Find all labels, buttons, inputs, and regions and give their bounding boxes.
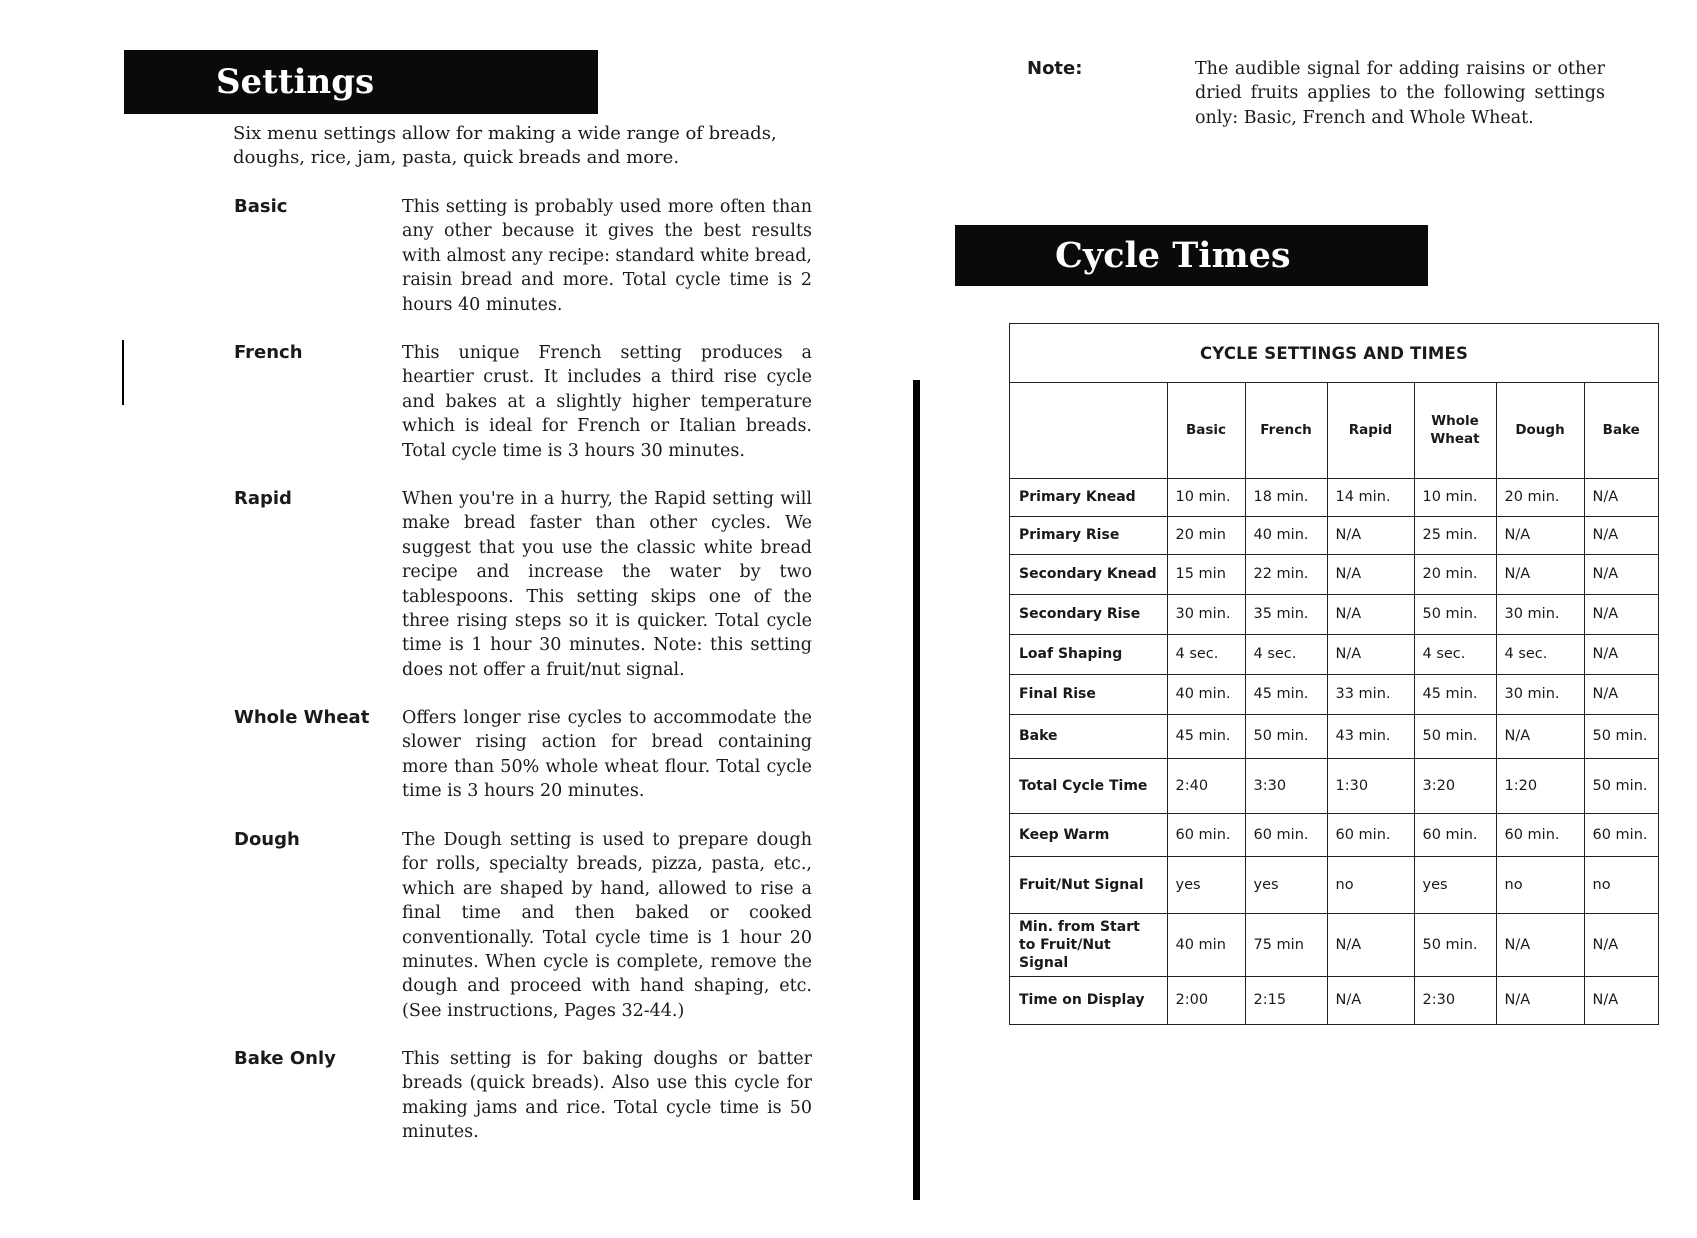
table-cell: N/A (1584, 478, 1658, 516)
column-header: Whole Wheat (1414, 382, 1496, 478)
table-cell: 45 min. (1414, 674, 1496, 714)
table-cell: 18 min. (1245, 478, 1327, 516)
table-cell: 45 min. (1245, 674, 1327, 714)
table-cell: N/A (1327, 554, 1414, 594)
table-cell: 4 sec. (1414, 634, 1496, 674)
table-cell: N/A (1584, 634, 1658, 674)
table-cell: 10 min. (1167, 478, 1245, 516)
setting-desc-basic: This setting is probably used more often than any other because it gives the best results with almost any recipe: standard white bread, raisin bread and more. Total cycle time is 2 hours 40 minutes. (402, 197, 812, 315)
table-row (1010, 714, 1658, 758)
table-cell: N/A (1496, 554, 1584, 594)
table-row (1010, 674, 1658, 714)
setting-label-whole-wheat: Whole Wheat (234, 707, 370, 728)
margin-mark (122, 340, 124, 405)
table-cell: 50 min. (1584, 758, 1658, 813)
column-header: French (1245, 382, 1327, 478)
table-cell: 1:30 (1327, 758, 1414, 813)
table-cell: 60 min. (1584, 813, 1658, 856)
table-cell: 40 min (1167, 913, 1245, 976)
row-label: Final Rise (1010, 674, 1167, 714)
note-label: Note: (1027, 58, 1083, 79)
table-row (1010, 554, 1658, 594)
table-row (1010, 516, 1658, 554)
table-cell: 50 min. (1245, 714, 1327, 758)
table-row (1010, 913, 1658, 976)
setting-label-basic: Basic (234, 196, 288, 217)
row-label: Loaf Shaping (1010, 634, 1167, 674)
table-cell: N/A (1584, 554, 1658, 594)
table-cell: 33 min. (1327, 674, 1414, 714)
setting-desc-bake-only: This setting is for baking doughs or batter breads (quick breads). Also use this cycle for making jams and rice. Total cycle time is 50 minutes. (402, 1049, 812, 1143)
table-cell: N/A (1327, 634, 1414, 674)
table-cell: N/A (1584, 913, 1658, 976)
table-cell: 50 min. (1584, 714, 1658, 758)
table-row (1010, 594, 1658, 634)
table-cell: 75 min (1245, 913, 1327, 976)
table-cell: 20 min. (1496, 478, 1584, 516)
table-cell: 4 sec. (1496, 634, 1584, 674)
row-label: Keep Warm (1010, 813, 1167, 856)
table-cell: 2:15 (1245, 976, 1327, 1024)
table-cell: N/A (1327, 516, 1414, 554)
table-cell: yes (1167, 856, 1245, 913)
table-cell: 50 min. (1414, 594, 1496, 634)
row-label: Total Cycle Time (1010, 758, 1167, 813)
table-cell: N/A (1327, 976, 1414, 1024)
table-cell: yes (1245, 856, 1327, 913)
settings-title: Settings (216, 62, 375, 102)
table-cell: 20 min (1167, 516, 1245, 554)
table-cell: 2:30 (1414, 976, 1496, 1024)
table-row (1010, 813, 1658, 856)
row-label: Primary Rise (1010, 516, 1167, 554)
row-label: Fruit/Nut Signal (1010, 856, 1167, 913)
table-cell: 60 min. (1414, 813, 1496, 856)
settings-banner (124, 50, 598, 114)
cycle-times-title: Cycle Times (1055, 235, 1291, 276)
table-cell: 4 sec. (1167, 634, 1245, 674)
table-cell: 2:00 (1167, 976, 1245, 1024)
table-cell: N/A (1584, 594, 1658, 634)
table-cell: yes (1414, 856, 1496, 913)
table-cell: 50 min. (1414, 913, 1496, 976)
row-label: Time on Display (1010, 976, 1167, 1024)
table-cell: N/A (1496, 913, 1584, 976)
table-cell: 25 min. (1414, 516, 1496, 554)
table-cell: 20 min. (1414, 554, 1496, 594)
table-cell: 60 min. (1167, 813, 1245, 856)
table-cell: N/A (1496, 976, 1584, 1024)
header-corner (1010, 382, 1167, 478)
page-binding (913, 380, 920, 1200)
table-cell: 40 min. (1167, 674, 1245, 714)
setting-desc-whole-wheat: Offers longer rise cycles to accommodate the slower rising action for bread containing more than 50% whole wheat flour. Total cycle time is 3 hours 20 minutes. (402, 708, 812, 802)
table-cell: 35 min. (1245, 594, 1327, 634)
table-cell: no (1496, 856, 1584, 913)
table-cell: 30 min. (1496, 594, 1584, 634)
cycle-grid (1010, 382, 1658, 1024)
table-cell: 43 min. (1327, 714, 1414, 758)
table-cell: 50 min. (1414, 714, 1496, 758)
table-cell: N/A (1584, 976, 1658, 1024)
table-cell: 30 min. (1167, 594, 1245, 634)
table-cell: N/A (1584, 516, 1658, 554)
row-label: Primary Knead (1010, 478, 1167, 516)
column-header: Basic (1167, 382, 1245, 478)
table-cell: 2:40 (1167, 758, 1245, 813)
column-header: Bake (1584, 382, 1658, 478)
row-label: Min. from Start to Fruit/Nut Signal (1010, 913, 1167, 976)
row-label: Secondary Knead (1010, 554, 1167, 594)
table-cell: 10 min. (1414, 478, 1496, 516)
column-header: Dough (1496, 382, 1584, 478)
setting-desc-rapid: When you're in a hurry, the Rapid setting will make bread faster than other cycles. We suggest that you use the classic white bread recipe and increase the water by two tablespoons. This setting skips one of the three rising steps so it is quicker. Total cycle time is 1 hour 30 minutes. Note: this setting does not offer a fruit/nut signal. (402, 489, 812, 680)
table-row (1010, 976, 1658, 1024)
settings-intro: Six menu settings allow for making a wide range of breads, doughs, rice, jam, pasta, quick breads and more. (233, 123, 777, 168)
setting-desc-dough: The Dough setting is used to prepare dough for rolls, specialty breads, pizza, pasta, etc., which are shaped by hand, allowed to rise a final time and then baked or cooked conventionally. Total cycle time is 1 hour 20 minutes. When cycle is complete, remove the dough and proceed with hand shaping, etc. (See instructions, Pages 32-44.) (402, 830, 812, 1021)
table-cell: 45 min. (1167, 714, 1245, 758)
table-cell: 60 min. (1245, 813, 1327, 856)
table-cell: no (1584, 856, 1658, 913)
cycle-times-banner (955, 225, 1428, 286)
table-cell: no (1327, 856, 1414, 913)
column-header: Rapid (1327, 382, 1414, 478)
table-cell: N/A (1496, 516, 1584, 554)
table-cell: 15 min (1167, 554, 1245, 594)
table-cell: 30 min. (1496, 674, 1584, 714)
cycle-settings-table (1009, 323, 1659, 1025)
table-header-row (1010, 382, 1658, 478)
table-cell: N/A (1327, 913, 1414, 976)
row-label: Secondary Rise (1010, 594, 1167, 634)
setting-label-french: French (234, 342, 303, 363)
table-title: CYCLE SETTINGS AND TIMES (1010, 324, 1658, 383)
setting-label-rapid: Rapid (234, 488, 292, 509)
table-cell: 3:30 (1245, 758, 1327, 813)
table-cell: 60 min. (1496, 813, 1584, 856)
table-cell: 3:20 (1414, 758, 1496, 813)
table-cell: 1:20 (1496, 758, 1584, 813)
table-row (1010, 634, 1658, 674)
setting-desc-french: This unique French setting produces a heartier crust. It includes a third rise cycle and bakes at a slightly higher temperature which is ideal for French or Italian breads. Total cycle time is 3 hours 30 minutes. (402, 343, 812, 461)
row-label: Bake (1010, 714, 1167, 758)
setting-label-dough: Dough (234, 829, 300, 850)
table-cell: N/A (1584, 674, 1658, 714)
table-cell: N/A (1327, 594, 1414, 634)
table-cell: 14 min. (1327, 478, 1414, 516)
table-cell: 60 min. (1327, 813, 1414, 856)
table-row (1010, 758, 1658, 813)
table-cell: 4 sec. (1245, 634, 1327, 674)
note-text: The audible signal for adding raisins or other dried fruits applies to the following settings only: Basic, French and Whole Wheat. (1195, 59, 1605, 128)
table-cell: N/A (1496, 714, 1584, 758)
table-row (1010, 478, 1658, 516)
setting-label-bake-only: Bake Only (234, 1048, 336, 1069)
table-cell: 22 min. (1245, 554, 1327, 594)
table-cell: 40 min. (1245, 516, 1327, 554)
table-row (1010, 856, 1658, 913)
